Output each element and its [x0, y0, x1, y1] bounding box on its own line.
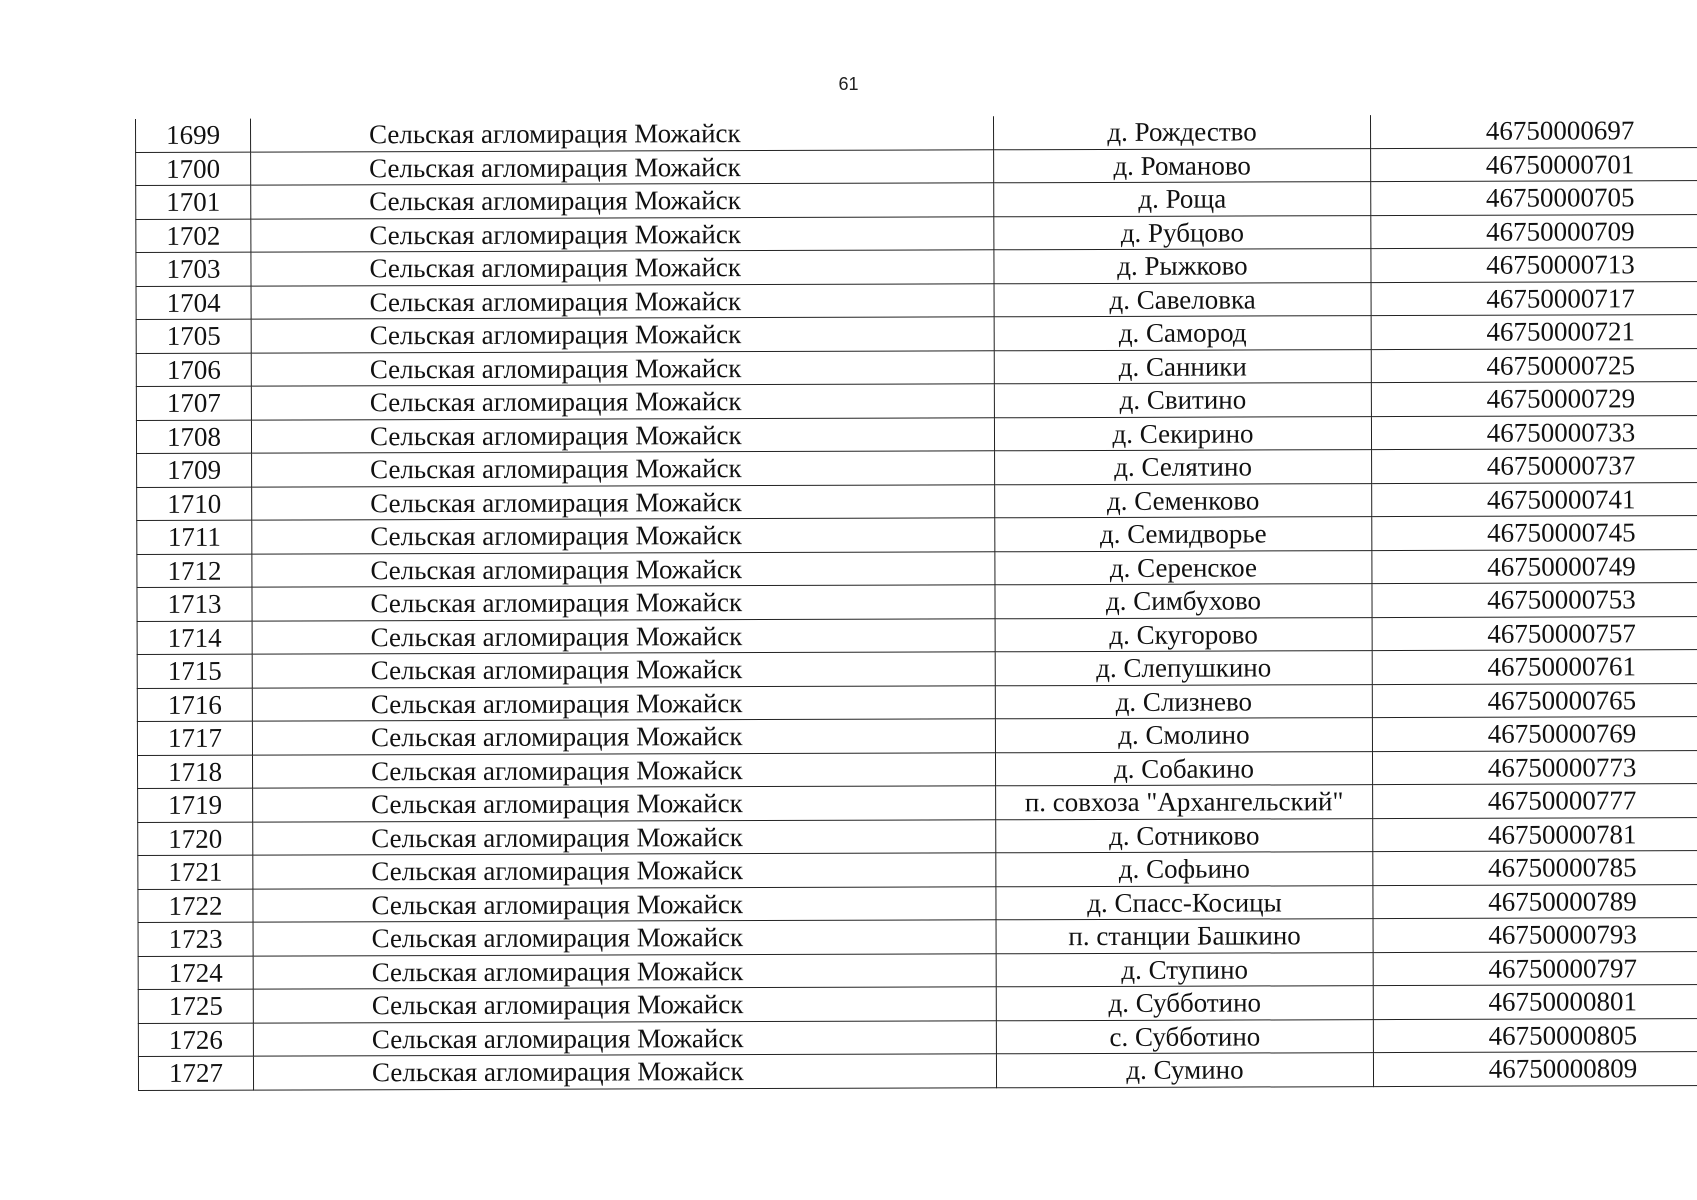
row-number-cell: 1716 — [137, 688, 252, 722]
locality-cell: д. Свитино — [994, 383, 1371, 418]
settlements-table-wrapper — [135, 114, 1638, 1090]
agglomeration-cell: Сельская агломирация Можайск — [253, 1054, 996, 1090]
oktmo-code-cell: 46750000789 — [1373, 884, 1697, 919]
locality-cell: д. Санники — [994, 349, 1371, 384]
agglomeration-cell: Сельская агломирация Можайск — [253, 920, 996, 956]
table-row — [138, 884, 1697, 923]
oktmo-code-cell: 46750000785 — [1373, 850, 1697, 885]
agglomeration-cell: Сельская агломирация Можайск — [250, 116, 993, 151]
oktmo-code-cell: 46750000745 — [1372, 515, 1697, 550]
row-number-cell: 1706 — [136, 353, 251, 387]
oktmo-code-cell: 46750000725 — [1371, 348, 1697, 383]
locality-cell: д. Субботино — [996, 986, 1373, 1021]
table-row — [138, 850, 1697, 889]
agglomeration-cell: Сельская агломирация Можайск — [253, 953, 996, 989]
oktmo-code-cell: 46750000697 — [1370, 114, 1697, 148]
oktmo-code-cell: 46750000801 — [1373, 984, 1697, 1019]
locality-cell: д. Самород — [994, 316, 1371, 351]
settlements-table — [135, 114, 1697, 1091]
agglomeration-cell: Сельская агломирация Можайск — [251, 216, 994, 252]
locality-cell: д. Романово — [994, 148, 1371, 183]
table-row — [136, 114, 1697, 152]
locality-cell: д. Смолино — [995, 718, 1372, 753]
row-number-cell: 1720 — [138, 822, 253, 856]
row-number-cell: 1714 — [137, 621, 252, 655]
agglomeration-cell: Сельская агломирация Можайск — [252, 618, 995, 654]
agglomeration-cell: Сельская агломирация Можайск — [253, 886, 996, 922]
locality-cell: д. Симбухово — [995, 584, 1372, 619]
table-row — [137, 582, 1697, 621]
row-number-cell: 1704 — [136, 286, 251, 320]
locality-cell: д. Семидворье — [995, 517, 1372, 552]
agglomeration-cell: Сельская агломирация Можайск — [252, 518, 995, 554]
agglomeration-cell: Сельская агломирация Можайск — [252, 652, 995, 688]
agglomeration-cell: Сельская агломирация Можайск — [252, 484, 995, 520]
oktmo-code-cell: 46750000709 — [1371, 214, 1697, 249]
row-number-cell: 1727 — [138, 1056, 253, 1090]
agglomeration-cell: Сельская агломирация Можайск — [253, 819, 996, 855]
locality-cell: д. Рождество — [993, 115, 1370, 149]
table-row — [138, 817, 1697, 856]
agglomeration-cell: Сельская агломирация Можайск — [252, 685, 995, 721]
oktmo-code-cell: 46750000749 — [1372, 549, 1697, 584]
oktmo-code-cell: 46750000773 — [1372, 750, 1697, 785]
table-row — [137, 750, 1697, 789]
row-number-cell: 1723 — [138, 922, 253, 956]
locality-cell: д. Серенское — [995, 550, 1372, 585]
table-row — [136, 147, 1697, 186]
locality-cell: д. Спасс-Косицы — [996, 885, 1373, 920]
table-row — [138, 1018, 1697, 1057]
agglomeration-cell: Сельская агломирация Можайск — [251, 149, 994, 185]
locality-cell: д. Сумино — [996, 1053, 1373, 1088]
locality-cell: д. Секирино — [994, 416, 1371, 451]
agglomeration-cell: Сельская агломирация Можайск — [251, 417, 994, 453]
oktmo-code-cell: 46750000757 — [1372, 616, 1697, 651]
oktmo-code-cell: 46750000809 — [1373, 1051, 1697, 1086]
agglomeration-cell: Сельская агломирация Можайск — [252, 752, 995, 788]
row-number-cell: 1717 — [137, 721, 252, 755]
agglomeration-cell: Сельская агломирация Можайск — [251, 350, 994, 386]
locality-cell: д. Слепушкино — [995, 651, 1372, 686]
agglomeration-cell: Сельская агломирация Можайск — [253, 987, 996, 1023]
table-row — [137, 515, 1697, 554]
locality-cell: д. Собакино — [995, 751, 1372, 786]
oktmo-code-cell: 46750000713 — [1371, 247, 1697, 282]
table-row — [136, 415, 1697, 454]
agglomeration-cell: Сельская агломирация Можайск — [252, 551, 995, 587]
agglomeration-cell: Сельская агломирация Можайск — [253, 786, 996, 822]
oktmo-code-cell: 46750000705 — [1371, 180, 1697, 215]
oktmo-code-cell: 46750000717 — [1371, 281, 1697, 316]
locality-cell: п. станции Башкино — [996, 919, 1373, 954]
oktmo-code-cell: 46750000729 — [1371, 381, 1697, 416]
table-row — [137, 549, 1697, 588]
oktmo-code-cell: 46750000793 — [1373, 917, 1697, 952]
row-number-cell: 1701 — [136, 185, 251, 219]
table-row — [138, 783, 1697, 822]
locality-cell: д. Ступино — [996, 952, 1373, 987]
agglomeration-cell: Сельская агломирация Можайск — [251, 317, 994, 353]
row-number-cell: 1715 — [137, 654, 252, 688]
oktmo-code-cell: 46750000777 — [1373, 783, 1697, 818]
oktmo-code-cell: 46750000765 — [1372, 683, 1697, 718]
agglomeration-cell: Сельская агломирация Можайск — [251, 283, 994, 319]
agglomeration-cell: Сельская агломирация Можайск — [251, 183, 994, 219]
agglomeration-cell: Сельская агломирация Можайск — [251, 384, 994, 420]
oktmo-code-cell: 46750000781 — [1373, 817, 1697, 852]
table-row — [137, 683, 1697, 722]
oktmo-code-cell: 46750000753 — [1372, 582, 1697, 617]
agglomeration-cell: Сельская агломирация Можайск — [253, 1020, 996, 1056]
table-row — [136, 381, 1697, 420]
row-number-cell: 1708 — [136, 420, 251, 454]
table-row — [138, 1051, 1697, 1090]
row-number-cell: 1709 — [137, 453, 252, 487]
locality-cell: п. совхоза "Архангельский" — [996, 785, 1373, 820]
oktmo-code-cell: 46750000737 — [1372, 448, 1697, 483]
locality-cell: д. Софьино — [996, 852, 1373, 887]
table-row — [136, 180, 1697, 219]
table-row — [138, 984, 1697, 1023]
row-number-cell: 1707 — [136, 386, 251, 420]
locality-cell: д. Рубцово — [994, 215, 1371, 250]
oktmo-code-cell: 46750000721 — [1371, 314, 1697, 349]
row-number-cell: 1726 — [138, 1023, 253, 1057]
agglomeration-cell: Сельская агломирация Можайск — [251, 250, 994, 286]
table-row — [136, 314, 1697, 353]
row-number-cell: 1712 — [137, 554, 252, 588]
table-row — [138, 917, 1697, 956]
oktmo-code-cell: 46750000797 — [1373, 951, 1697, 986]
row-number-cell: 1713 — [137, 587, 252, 621]
table-row — [137, 616, 1697, 655]
locality-cell: с. Субботино — [996, 1019, 1373, 1054]
table-body — [136, 114, 1697, 1090]
agglomeration-cell: Сельская агломирация Можайск — [252, 585, 995, 621]
oktmo-code-cell: 46750000761 — [1372, 649, 1697, 684]
table-row — [137, 448, 1697, 487]
row-number-cell: 1710 — [137, 487, 252, 521]
row-number-cell: 1719 — [138, 788, 253, 822]
agglomeration-cell: Сельская агломирация Можайск — [252, 719, 995, 755]
row-number-cell: 1711 — [137, 520, 252, 554]
table-row — [137, 649, 1697, 688]
table-row — [137, 716, 1697, 755]
row-number-cell: 1700 — [136, 152, 251, 186]
row-number-cell: 1721 — [138, 855, 253, 889]
locality-cell: д. Скугорово — [995, 617, 1372, 652]
oktmo-code-cell: 46750000733 — [1371, 415, 1697, 450]
locality-cell: д. Савеловка — [994, 282, 1371, 317]
oktmo-code-cell: 46750000701 — [1371, 147, 1697, 182]
locality-cell: д. Семенково — [995, 483, 1372, 518]
locality-cell: д. Рыжково — [994, 249, 1371, 284]
oktmo-code-cell: 46750000769 — [1372, 716, 1697, 751]
row-number-cell: 1718 — [137, 755, 252, 789]
row-number-cell: 1725 — [138, 989, 253, 1023]
row-number-cell: 1699 — [136, 119, 251, 152]
row-number-cell: 1722 — [138, 889, 253, 923]
locality-cell: д. Слизнево — [995, 684, 1372, 719]
page-number: 61 — [838, 74, 859, 94]
table-row — [137, 482, 1697, 521]
table-row — [138, 951, 1697, 990]
agglomeration-cell: Сельская агломирация Можайск — [252, 451, 995, 487]
locality-cell: д. Роща — [994, 182, 1371, 217]
oktmo-code-cell: 46750000741 — [1372, 482, 1697, 517]
row-number-cell: 1705 — [136, 319, 251, 353]
agglomeration-cell: Сельская агломирация Можайск — [253, 853, 996, 889]
oktmo-code-cell: 46750000805 — [1373, 1018, 1697, 1053]
row-number-cell: 1724 — [138, 956, 253, 990]
locality-cell: д. Селятино — [995, 450, 1372, 485]
table-row — [136, 247, 1697, 286]
table-row — [136, 214, 1697, 253]
table-row — [136, 348, 1697, 387]
row-number-cell: 1703 — [136, 252, 251, 286]
table-row — [136, 281, 1697, 320]
locality-cell: д. Сотниково — [996, 818, 1373, 853]
row-number-cell: 1702 — [136, 219, 251, 253]
